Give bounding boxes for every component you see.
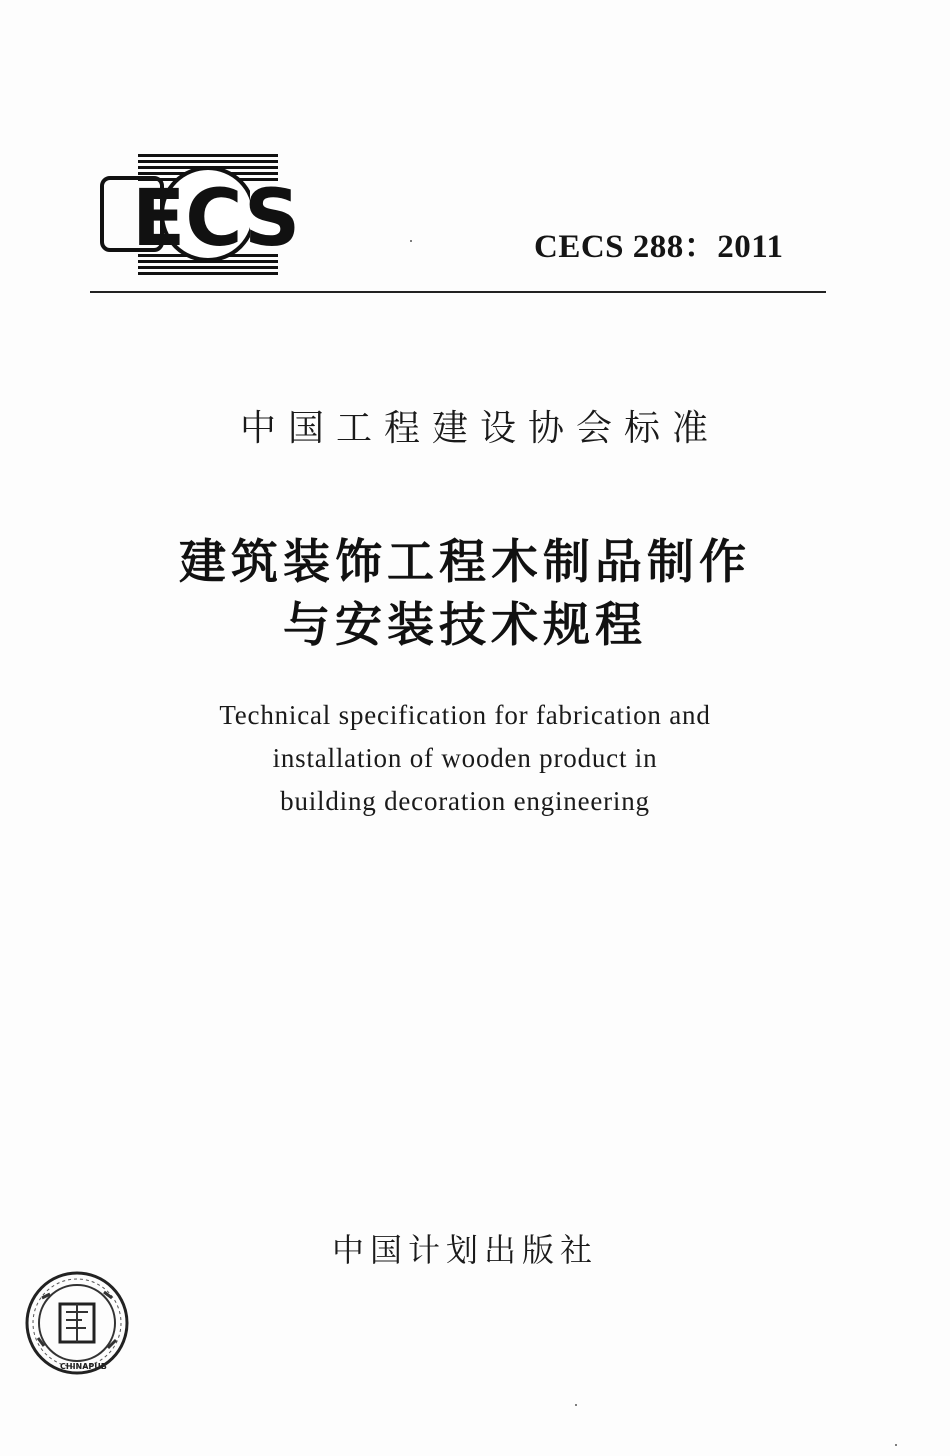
english-title-line-2: installation of wooden product in bbox=[272, 743, 658, 773]
association-name: 中国工程建设协会标准 bbox=[239, 408, 720, 449]
chinese-title-line-2: 与安装技术规程 bbox=[283, 598, 647, 653]
header-divider bbox=[90, 291, 826, 293]
scan-speck bbox=[575, 1404, 577, 1406]
publisher-name: 中国计划出版社 bbox=[331, 1231, 598, 1269]
scan-speck bbox=[895, 1444, 897, 1446]
scan-speck bbox=[410, 240, 412, 242]
seal-text: CHINAPUB bbox=[60, 1362, 107, 1371]
standard-number: CECS 288：2011 bbox=[534, 229, 784, 265]
ecs-logo-text: ECS bbox=[132, 174, 301, 264]
library-seal-icon bbox=[20, 1268, 134, 1378]
ecs-logo-icon bbox=[100, 150, 310, 280]
english-title-line-1: Technical specification for fabrication and bbox=[219, 700, 711, 730]
english-title-line-3: building decoration engineering bbox=[280, 786, 650, 816]
chinese-title-line-1: 建筑装饰工程木制品制作 bbox=[179, 535, 751, 590]
